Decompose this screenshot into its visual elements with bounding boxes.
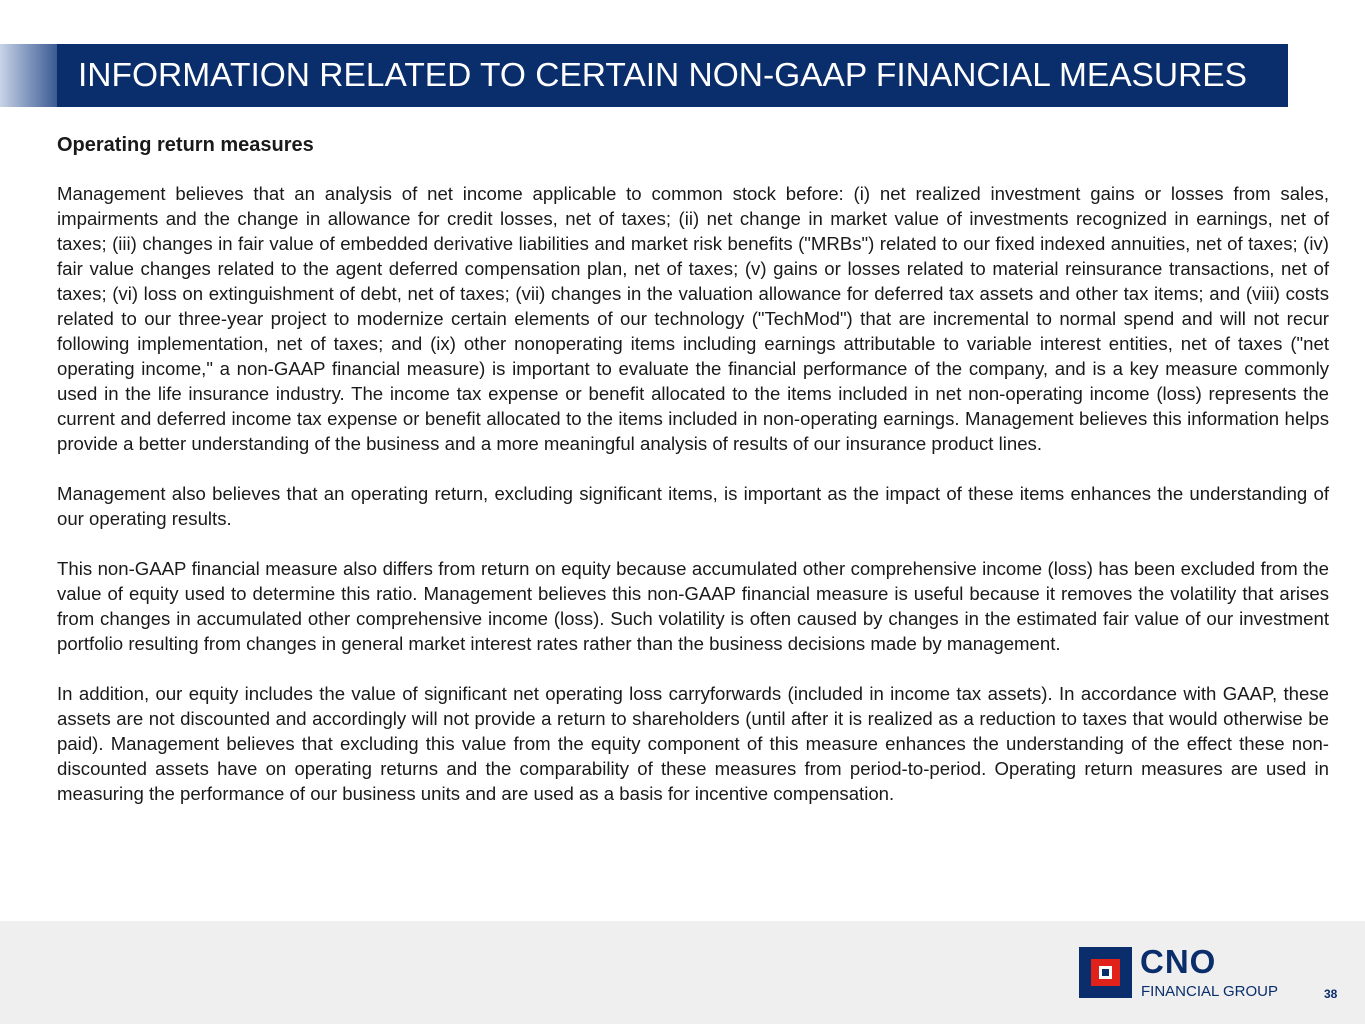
- main-content: [57, 131, 1329, 831]
- page-title: INFORMATION RELATED TO CERTAIN NON-GAAP FINANCIAL MEASURES: [78, 56, 1247, 94]
- section-heading: Operating return measures: [57, 134, 314, 156]
- page-number: 38: [1324, 987, 1338, 1001]
- logo-subtitle: FINANCIAL GROUP: [1141, 983, 1278, 1000]
- paragraph-aoci: This non-GAAP financial measure also differs from return on equity because accumulated other comprehensive income (loss) has been excluded from the value of equity used to determine this ratio. Management believes this non-GAAP financial measure is useful because it removes the volatility that arises from changes in accumulated other comprehensive income (loss). Such volatility is often caused by changes in the estimated fair value of our investment portfolio resulting from changes in general market interest rates rather than the business decisions made by management.: [57, 558, 1329, 654]
- paragraph-net-operating-income: Management believes that an analysis of net income applicable to common stock before: (i) net realized investment gains or losses from sales, impairments and the change in allowance for credit losses, net of taxes; (ii) net change in market value of investments recognized in earnings, net of taxes; (iii) changes in fair value of embedded derivative liabilities and market risk benefits ("MRBs") related to our fixed indexed annuities, net of taxes; (iv) fair value changes related to the agent deferred compensation plan, net of taxes; (v) gains or losses related to material reinsurance transactions, net of taxes; (vi) loss on extinguishment of debt, net of taxes; (vii) changes in the valuation allowance for deferred tax assets and other tax items; and (viii) costs related to our three-year project to modernize certain elements of our technology ("TechMod") that are incremental to normal spend and will not recur following implementation, net of taxes; and (ix) other nonoperating items including earnings attributable to variable interest entities, net of taxes ("net operating income," a non-GAAP financial measure) is important to evaluate the financial performance of the company, and is a key measure commonly used in the life insurance industry. The income tax expense or benefit allocated to the items included in net non-operating income (loss) represents the current and deferred income tax expense or benefit allocated to the items included in non-operating earnings. Management believes this information helps provide a better understanding of the business and a more meaningful analysis of results of our insurance product lines.: [57, 183, 1329, 454]
- logo-name: CNO: [1140, 943, 1217, 980]
- paragraph-significant-items: Management also believes that an operating return, excluding significant items, is important as the impact of these items enhances the understanding of our operating results.: [57, 483, 1329, 529]
- cno-logo: [1079, 943, 1289, 1001]
- title-accent-block: [0, 44, 57, 107]
- paragraph-nol-carryforwards: In addition, our equity includes the value of significant net operating loss carryforwards (included in income tax assets). In accordance with GAAP, these assets are not discounted and accordingly will not provide a return to shareholders (until after it is realized as a reduction to taxes that would otherwise be paid). Management believes that excluding this value from the equity component of this measure enhances the understanding of the effect these non-discounted assets have on operating returns and the comparability of these measures from period-to-period. Operating return measures are used in measuring the performance of our business units and are used as a basis for incentive compensation.: [57, 683, 1329, 804]
- title-bar: [57, 44, 1288, 107]
- cno-logo-icon: [1079, 947, 1132, 998]
